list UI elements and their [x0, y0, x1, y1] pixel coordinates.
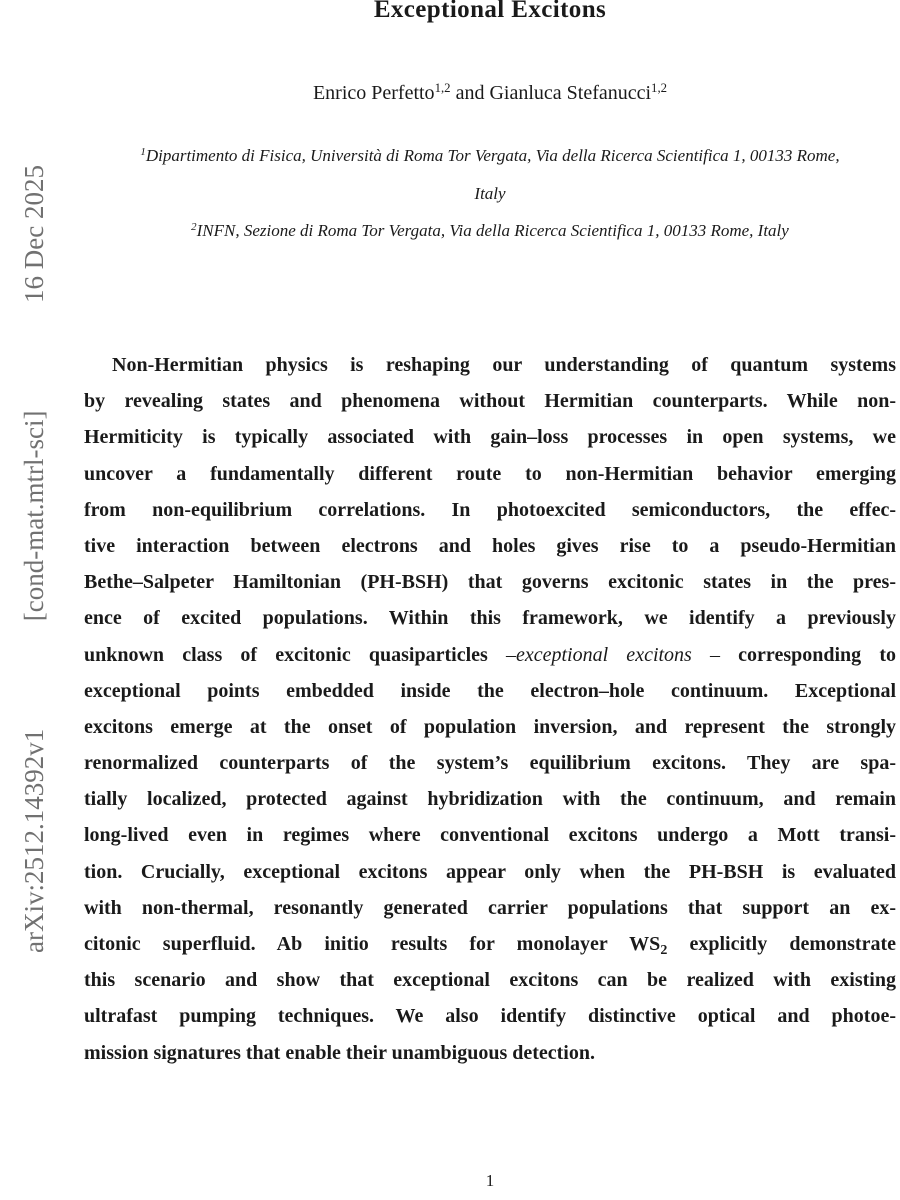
affiliation-2-superscript: 2: [191, 221, 197, 234]
arxiv-id: arXiv:2512.14392v1: [19, 728, 49, 953]
authors-conjunction: and: [450, 82, 490, 104]
author-2-name: Gianluca Stefanucci: [489, 82, 652, 104]
affiliation-1-line-2: Italy: [474, 184, 506, 203]
abstract-line: Non-Hermitian physics is reshaping our understanding of quantum systems: [112, 354, 896, 376]
author-1-name: Enrico Perfetto: [312, 82, 435, 104]
paper-title: Exceptional Excitons: [373, 0, 607, 23]
abstract-line: uncover a fundamentally different route to non-Hermitian behavior emerging: [84, 462, 896, 485]
author-1-affiliation-superscript: 1,2: [434, 80, 451, 95]
abstract-line: long-lived even in regimes where conventional excitons undergo a Mott transi-: [84, 824, 896, 847]
abstract-line: excitons emerge at the onset of population inversion, and represent the strongly: [84, 715, 896, 738]
abstract-line: mission signatures that enable their unambiguous detection.: [84, 1041, 595, 1064]
author-2-affiliation-superscript: 1,2: [651, 80, 668, 95]
abstract-italic-term: –exceptional excitons –: [505, 643, 721, 666]
chemical-formula-subscript: 2: [660, 942, 668, 958]
abstract: [84, 347, 896, 1071]
abstract-line: by revealing states and phenomena without Hermitian counterparts. While non-: [84, 390, 896, 413]
abstract-text-segment: corresponding to: [720, 643, 896, 666]
affiliation-1-text: Dipartimento di Fisica, Università di Roma Tor Vergata, Via della Ricerca Scientifica 1, 00133 Rome,: [145, 146, 840, 165]
abstract-line: Hermiticity is typically associated with gain–loss processes in open systems, we: [84, 426, 896, 449]
abstract-line: this scenario and show that exceptional excitons can be realized with existing: [84, 969, 896, 992]
affiliation-1-line-1: [84, 146, 896, 166]
abstract-text-segment: unknown class of excitonic quasiparticles: [84, 643, 506, 666]
affiliation-2-text: INFN, Sezione di Roma Tor Vergata, Via della Ricerca Scientifica 1, 00133 Rome, Italy: [196, 221, 789, 240]
abstract-line: tive interaction between electrons and holes gives rise to a pseudo-Hermitian: [84, 534, 896, 557]
abstract-line: tion. Crucially, exceptional excitons appear only when the PH-BSH is evaluated: [84, 860, 896, 883]
affiliation-1-superscript: 1: [140, 146, 146, 159]
abstract-line: from non-equilibrium correlations. In photoexcited semiconductors, the effec-: [84, 498, 896, 521]
abstract-line: exceptional points embedded inside the electron–hole continuum. Exceptional: [84, 679, 896, 702]
abstract-text-segment: citonic superfluid. Ab initio results for monolayer WS: [84, 933, 661, 955]
affiliation-2: [84, 221, 896, 241]
abstract-line: [84, 637, 896, 673]
authors-line: [84, 82, 896, 105]
page-number: 1: [485, 1171, 495, 1190]
abstract-line: renormalized counterparts of the system’s equilibrium excitons. They are spa-: [84, 752, 896, 775]
abstract-line: [84, 926, 896, 962]
arxiv-category: [cond-mat.mtrl-sci]: [19, 410, 49, 622]
arxiv-stamp: [17, 165, 51, 953]
abstract-line: ultrafast pumping techniques. We also identify distinctive optical and photoe-: [84, 1005, 896, 1028]
abstract-line: Bethe–Salpeter Hamiltonian (PH-BSH) that governs excitonic states in the pres-: [84, 571, 896, 594]
abstract-line: with non-thermal, resonantly generated carrier populations that support an ex-: [84, 896, 896, 919]
paper-page: [84, 0, 896, 1200]
abstract-text-segment: explicitly demonstrate: [667, 933, 896, 955]
abstract-line: tially localized, protected against hybridization with the continuum, and remain: [84, 788, 896, 811]
arxiv-date: 16 Dec 2025: [19, 165, 49, 303]
abstract-line: ence of excited populations. Within this framework, we identify a previously: [84, 607, 896, 630]
